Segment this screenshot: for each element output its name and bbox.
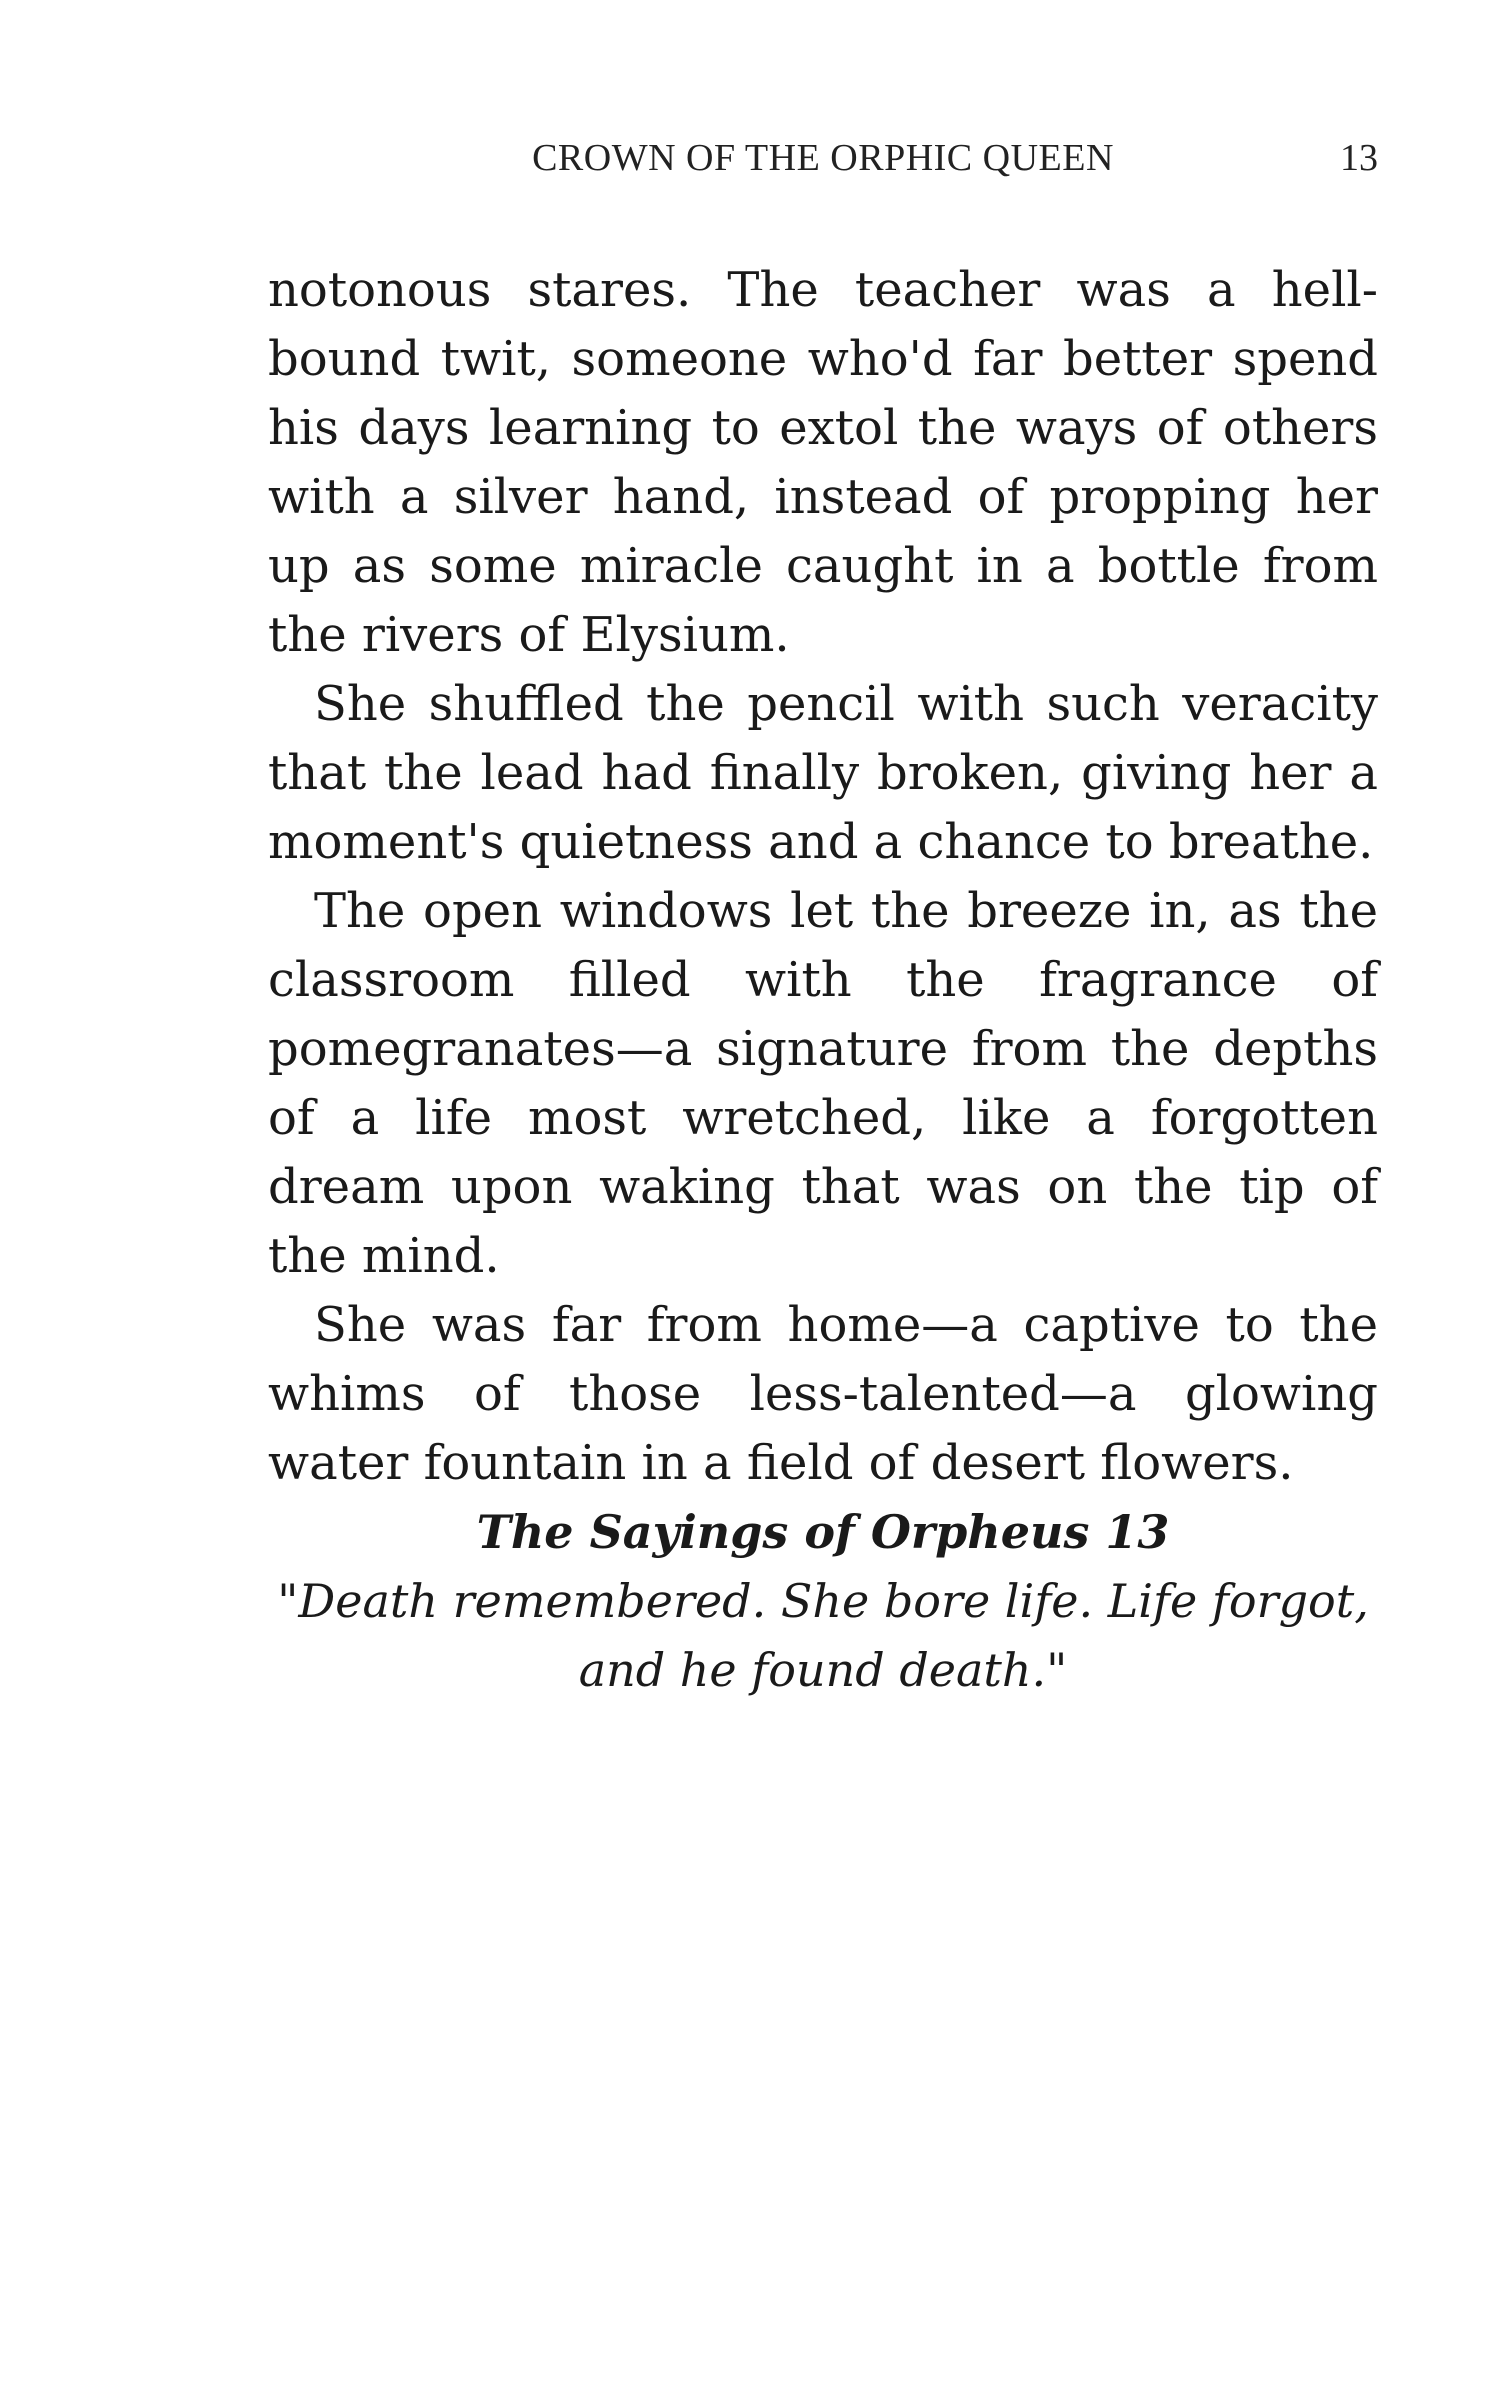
running-title: CROWN OF THE ORPHIC QUEEN <box>532 137 1114 179</box>
paragraph: She shuffled the pencil with such veracity that the lead had finally broken, giving her a moment's quietness and a chance to breathe. <box>268 676 1378 870</box>
running-header <box>268 136 1378 192</box>
body-text <box>268 256 1378 1705</box>
page-number: 13 <box>1340 137 1378 179</box>
paragraph: The open windows let the breeze in, as the classroom filled with the fragrance of pomegranates—a signature from the depths of a life most wretched, like a forgotten dream upon waking that was on the tip of the mind. <box>268 883 1378 1284</box>
saying-heading: The Sayings of Orpheus 13 <box>476 1505 1170 1559</box>
saying-quote: "Death remembered. She bore life. Life forgot, and he found death." <box>277 1574 1369 1697</box>
paragraph-continued: notonous stares. The teacher was a hell-bound twit, someone who'd far better spend his days learning to extol the ways of others with a silver hand, instead of propping her up as some miracle caught in a bottle from the rivers of Elysium. <box>268 262 1378 663</box>
paragraph: She was far from home—a captive to the whims of those less-talented—a glowing water fountain in a field of desert flowers. <box>268 1297 1378 1491</box>
